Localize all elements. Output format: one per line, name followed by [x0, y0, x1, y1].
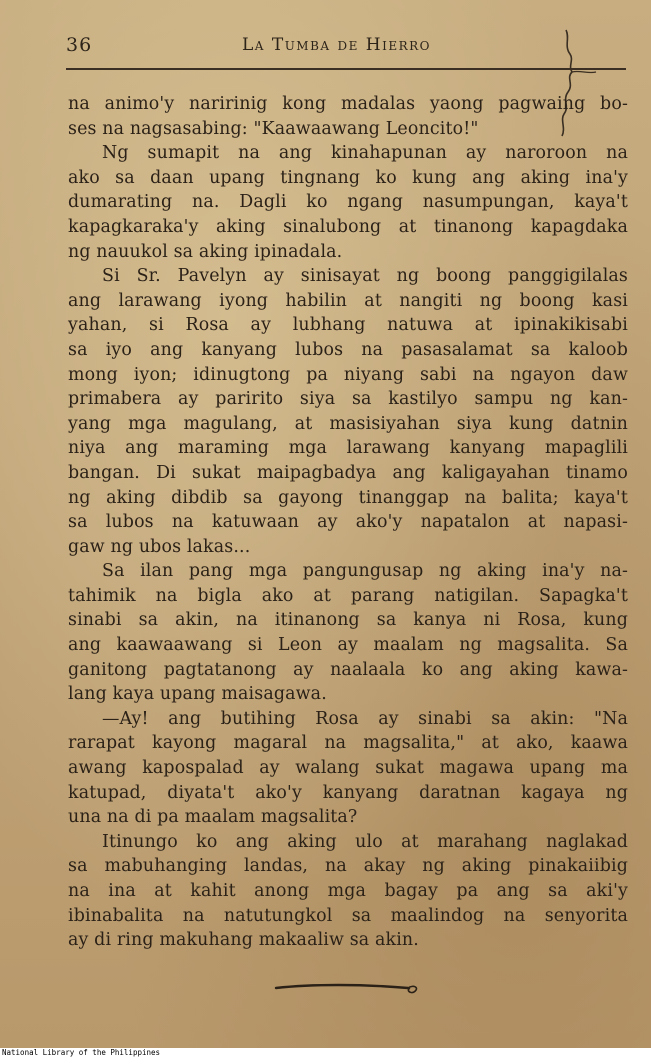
text-line: kapagkaraka'y aking sinalubong at tinanong kapagdaka	[68, 216, 628, 237]
text-line: ses na nagsasabing: "Kaawaawang Leoncito!"	[68, 118, 479, 139]
text-line: una na di pa maalam magsalita?	[68, 807, 358, 828]
text-line: ng nauukol sa aking ipinadala.	[68, 241, 343, 262]
text-line: Si Sr. Pavelyn ay sinisayat ng boong panggigilalas	[102, 266, 628, 287]
text-line: dumarating na. Dagli ko ngang nasumpungan, kaya't	[68, 192, 628, 213]
text-line: katupad, diyata't ako'y kanyang daratnan kagaya ng	[68, 782, 628, 803]
text-line: —Ay! ang butihing Rosa ay sinabi sa akin: "Na	[102, 708, 628, 729]
text-line: na animo'y naririnig kong madalas yaong pagwaing bo-	[68, 94, 628, 114]
text-line: gaw ng ubos lakas...	[68, 536, 251, 557]
text-line: ibinabalita na natutungkol sa maalindog na senyorita	[68, 905, 628, 926]
text-line: rarapat kayong magaral na magsalita," at ako, kaawa	[68, 733, 628, 754]
text-line: sinabi sa akin, na itinanong sa kanya ni Rosa, kung	[68, 610, 628, 631]
text-line: sa iyo ang kanyang lubos na pasasalamat sa kaloob	[68, 339, 628, 360]
page-number: 36	[66, 34, 93, 56]
text-line: sa mabuhanging landas, na akay ng aking pinakaiibig	[68, 856, 628, 877]
body-text	[68, 92, 628, 953]
text-line: ng aking dibdib sa gayong tinanggap na balita; kaya't	[68, 487, 628, 508]
text-line: ako sa daan upang tingnang ko kung ang aking ina'y	[68, 167, 628, 188]
running-title: La Tumba de Hierro	[242, 35, 432, 55]
text-line: awang kapospalad ay walang sukat magawa upang ma	[68, 758, 628, 779]
text-line: Ng sumapit na ang kinahapunan ay naroroon na	[102, 143, 628, 164]
text-line: bangan. Di sukat maipagbadya ang kaligayahan tinamo	[68, 462, 628, 483]
end-ornament	[272, 980, 422, 996]
text-line: tahimik na bigla ako at parang natigilan. Sapagka't	[68, 585, 628, 606]
text-line: yang mga magulang, at masisiyahan siya kung datnin	[68, 413, 628, 434]
text-line: ang larawang iyong habilin at nangiti ng boong kasi	[68, 290, 628, 311]
text-line: yahan, si Rosa ay lubhang natuwa at ipinakikisabi	[68, 315, 628, 336]
text-line: Itinungo ko ang aking ulo at marahang naglakad	[102, 831, 628, 852]
text-line: ay di ring makuhang makaaliw sa akin.	[68, 930, 419, 951]
text-line: sa lubos na katuwaan ay ako'y napatalon at napasi-	[68, 512, 628, 533]
text-line: lang kaya upang maisagawa.	[68, 684, 327, 705]
text-line: ganitong pagtatanong ay naalaala ko ang aking kawa-	[68, 659, 628, 680]
library-credit: National Library of the Philippines	[2, 1048, 161, 1057]
text-line: ang kaawaawang si Leon ay maalam ng magsalita. Sa	[68, 635, 628, 656]
text-line: niya ang maraming mga larawang kanyang mapaglili	[68, 438, 628, 459]
text-line: mong iyon; idinugtong pa niyang sabi na ngayon daw	[68, 364, 628, 385]
text-line: primabera ay paririto siya sa kastilyo sampu ng kan-	[68, 389, 628, 410]
text-line: na ina at kahit anong mga bagay pa ang sa aki'y	[68, 881, 628, 901]
text-line: Sa ilan pang mga pangungusap ng aking ina'y na-	[102, 561, 628, 582]
